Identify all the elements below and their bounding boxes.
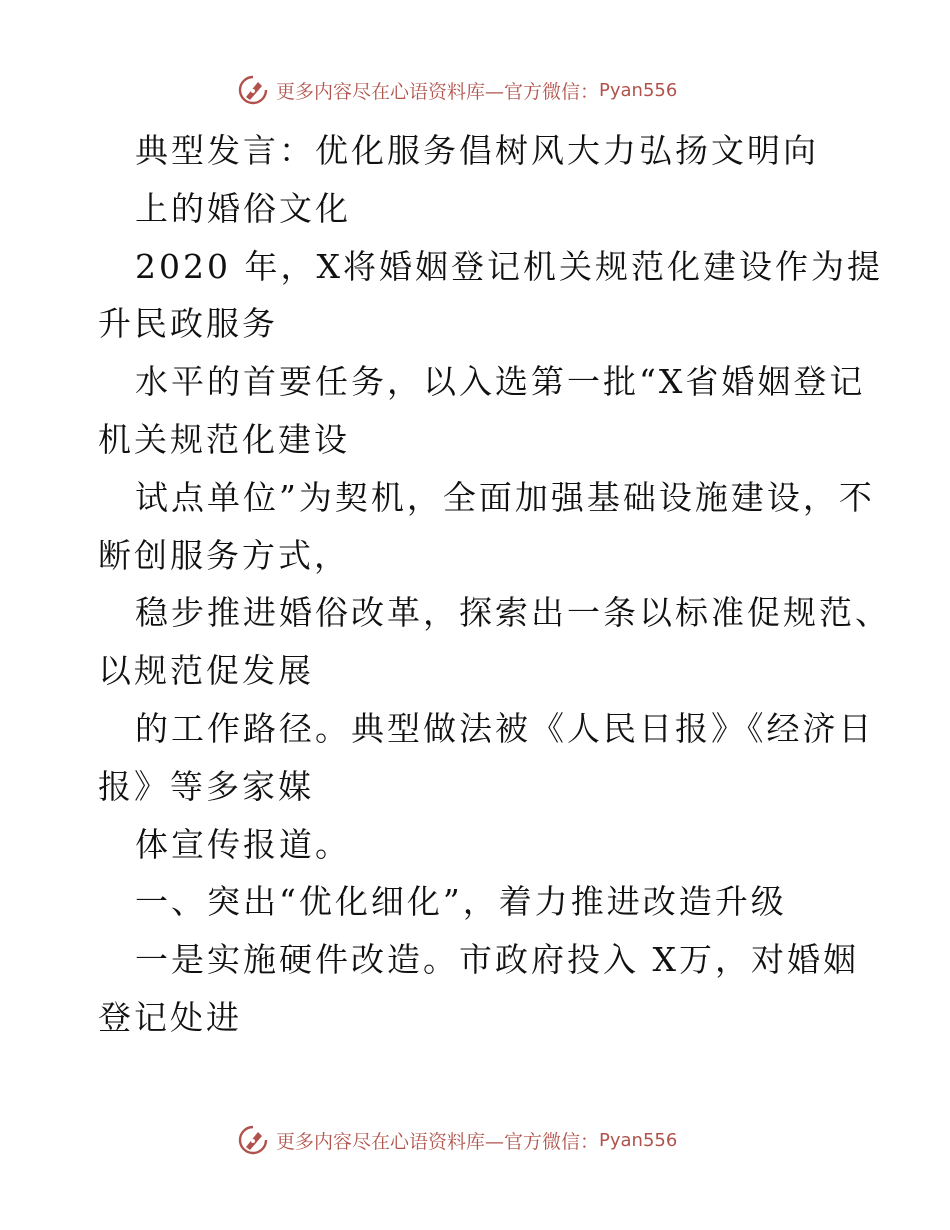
paragraph-line: 试点单位”为契机，全面加强基础设施建设，不	[135, 477, 875, 517]
paragraph-line: 的工作路径。典型做法被《人民日报》《经济日	[135, 708, 875, 748]
paragraph-line: 报》等多家媒	[98, 766, 314, 806]
paragraph-line: 断创服务方式，	[98, 535, 350, 575]
watermark-handle: Pyan556	[599, 1129, 678, 1151]
paragraph-line: 一是实施硬件改造。市政府投入 X万，对婚姻	[135, 940, 859, 980]
pen-nib-logo-icon	[236, 73, 270, 107]
paragraph-line: 机关规范化建设	[98, 419, 350, 459]
watermark-handle: Pyan556	[599, 79, 678, 101]
paragraph-line: 以规范促发展	[98, 651, 314, 691]
paragraph-line: 登记处进	[98, 997, 242, 1037]
watermark-text: 更多内容尽在心语资料库—官方微信：	[276, 1130, 600, 1153]
paragraph-line: 2020 年，X将婚姻登记机关规范化建设作为提	[135, 246, 883, 286]
paragraph-line: 稳步推进婚俗改革，探索出一条以标准促规范、	[135, 593, 891, 633]
paragraph-line: 升民政服务	[98, 304, 278, 344]
watermark-text: 更多内容尽在心语资料库—官方微信：	[276, 80, 600, 103]
paragraph-line: 体宣传报道。	[135, 824, 351, 864]
footer-watermark	[236, 1122, 716, 1158]
document-body	[98, 122, 891, 1047]
header-watermark	[236, 72, 716, 108]
title-line-2: 上的婚俗文化	[135, 188, 351, 228]
title-line-1: 典型发言：优化服务倡树风大力弘扬文明向	[135, 131, 819, 170]
pen-nib-logo-icon	[236, 1123, 270, 1157]
section-heading: 一、突出“优化细化”，着力推进改造升级	[135, 882, 787, 922]
paragraph-line: 水平的首要任务，以入选第一批“X省婚姻登记	[135, 362, 866, 402]
